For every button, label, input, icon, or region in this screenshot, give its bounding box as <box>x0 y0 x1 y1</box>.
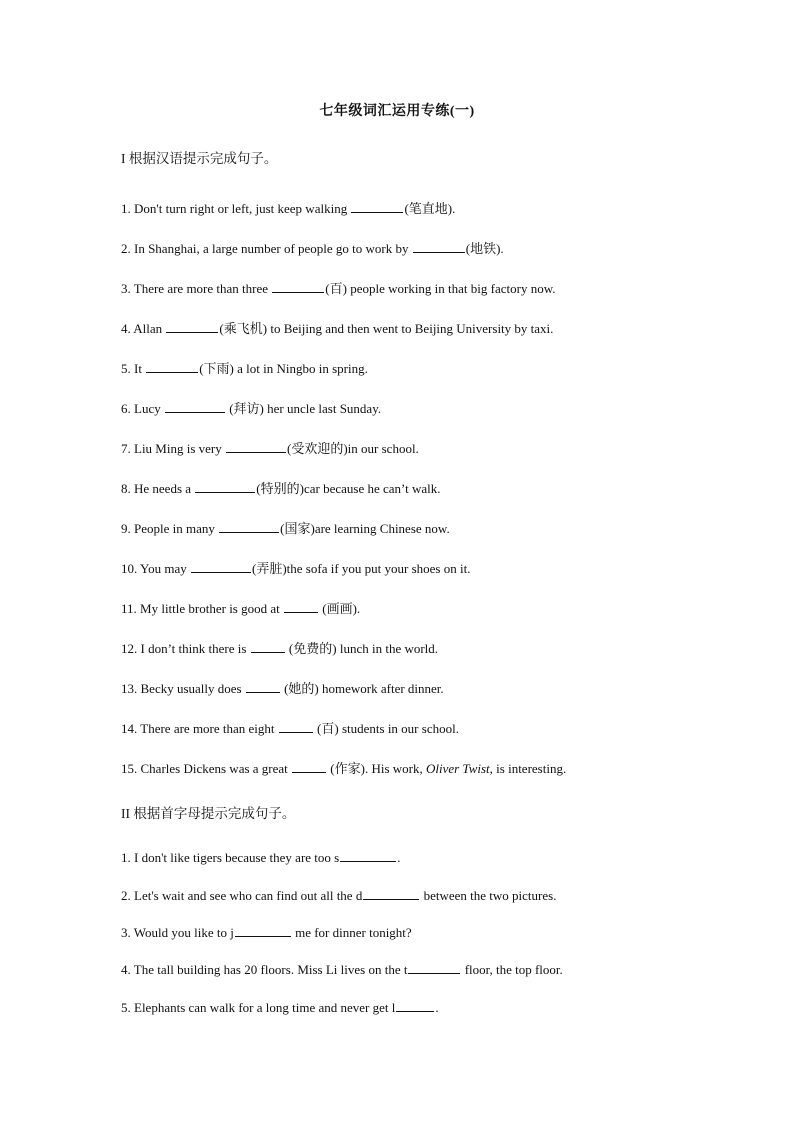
s1-question-4 <box>121 318 553 337</box>
q-text-after: floor, the top floor. <box>461 962 563 977</box>
answer-blank <box>146 361 198 373</box>
q-text: 1. Don't turn right or left, just keep walking <box>121 201 348 216</box>
q-text-after: to Beijing and then went to Beijing University by taxi. <box>267 321 554 336</box>
s1-question-9 <box>121 518 450 537</box>
answer-blank <box>284 601 318 613</box>
q-hint: (弄脏) <box>252 561 287 576</box>
q-hint: (百) <box>313 721 339 736</box>
answer-blank <box>413 241 465 253</box>
q-text: 10. You may <box>121 561 187 576</box>
q-text-after: me for dinner tonight? <box>291 925 412 940</box>
answer-blank <box>191 561 251 573</box>
q-text-after: students in our school. <box>338 721 459 736</box>
answer-blank <box>165 401 225 413</box>
q-text: 1. I don't like tigers because they are too s <box>121 850 340 865</box>
answer-blank <box>363 888 419 900</box>
q-hint: (地铁). <box>465 241 504 256</box>
answer-blank <box>272 281 324 293</box>
s1-question-14 <box>121 718 459 737</box>
q-text-after: . <box>435 1000 439 1015</box>
q-hint: (作家). His work, <box>327 761 426 776</box>
q-text-after: between the two pictures. <box>420 888 557 903</box>
s2-question-2 <box>121 888 556 904</box>
answer-blank <box>195 481 255 493</box>
q-text-after: . <box>397 850 401 865</box>
q-text: 8. He needs a <box>121 481 192 496</box>
s2-question-4 <box>121 962 563 978</box>
section-1-heading: I 根据汉语提示完成句子。 <box>121 151 278 166</box>
s2-question-3 <box>121 925 412 941</box>
s1-question-13 <box>121 678 444 697</box>
answer-blank <box>219 521 279 533</box>
q-text: 4. The tall building has 20 floors. Miss Li lives on the t <box>121 962 408 977</box>
s1-question-1 <box>121 198 455 217</box>
answer-blank <box>279 721 313 733</box>
answer-blank <box>235 925 291 937</box>
book-title: Oliver Twist <box>425 761 490 776</box>
s1-question-2 <box>121 238 504 257</box>
q-text-after: a lot in Ningbo in spring. <box>233 361 368 376</box>
q-text-after: her uncle last Sunday. <box>263 401 382 416</box>
answer-blank <box>246 681 280 693</box>
q-text-after: , is interesting. <box>489 761 567 776</box>
s1-question-15 <box>121 758 566 777</box>
q-text: 5. It <box>121 361 142 376</box>
q-text: 15. Charles Dickens was a great <box>121 761 288 776</box>
q-text: 14. There are more than eight <box>121 721 275 736</box>
answer-blank <box>292 761 326 773</box>
q-hint: (受欢迎的) <box>287 441 348 456</box>
page-title: 七年级词汇运用专练(一) <box>319 104 475 119</box>
s1-question-3 <box>121 278 556 297</box>
answer-blank <box>340 850 396 862</box>
s2-question-1 <box>121 850 400 866</box>
q-text: 3. There are more than three <box>121 281 269 296</box>
q-text-after: are learning Chinese now. <box>314 521 450 536</box>
q-text: 7. Liu Ming is very <box>121 441 222 456</box>
s1-question-5 <box>121 358 368 377</box>
q-text: 13. Becky usually does <box>121 681 242 696</box>
s1-question-7 <box>121 438 419 457</box>
q-hint: (乘飞机) <box>219 321 268 336</box>
q-text-after: people working in that big factory now. <box>346 281 556 296</box>
q-text: 6. Lucy <box>121 401 161 416</box>
q-hint: (拜访) <box>225 401 264 416</box>
answer-blank <box>351 201 403 213</box>
q-text: 2. Let's wait and see who can find out all the d <box>121 888 363 903</box>
q-text-after: in our school. <box>347 441 419 456</box>
q-hint: (特别的) <box>256 481 304 496</box>
q-hint: (画画). <box>319 601 361 616</box>
q-text: 3. Would you like to j <box>121 925 234 940</box>
q-text-after: the sofa if you put your shoes on it. <box>286 561 471 576</box>
q-text: 9. People in many <box>121 521 215 536</box>
s1-question-8 <box>121 478 441 497</box>
q-hint: (百) <box>325 281 347 296</box>
s1-question-10 <box>121 558 470 577</box>
q-hint: (国家) <box>280 521 315 536</box>
q-text-after: homework after dinner. <box>318 681 444 696</box>
answer-blank <box>166 321 218 333</box>
q-text: 4. Allan <box>121 321 163 336</box>
answer-blank <box>396 1000 434 1012</box>
q-hint: (免费的) <box>285 641 337 656</box>
s2-question-5 <box>121 1000 439 1016</box>
q-hint: (下雨) <box>199 361 234 376</box>
q-hint: (笔直地). <box>404 201 456 216</box>
q-text: 2. In Shanghai, a large number of people go to work by <box>121 241 409 256</box>
section-2-heading: II 根据首字母提示完成句子。 <box>121 806 296 821</box>
q-hint: (她的) <box>280 681 319 696</box>
q-text-after: car because he can’t walk. <box>303 481 441 496</box>
q-text-after: lunch in the world. <box>336 641 439 656</box>
s1-question-11 <box>121 598 360 617</box>
answer-blank <box>226 441 286 453</box>
q-text: 12. I don’t think there is <box>121 641 247 656</box>
answer-blank <box>408 962 460 974</box>
s1-question-6 <box>121 398 381 417</box>
q-text: 5. Elephants can walk for a long time and never get l <box>121 1000 396 1015</box>
q-text: 11. My little brother is good at <box>121 601 280 616</box>
s1-question-12 <box>121 638 438 657</box>
answer-blank <box>251 641 285 653</box>
